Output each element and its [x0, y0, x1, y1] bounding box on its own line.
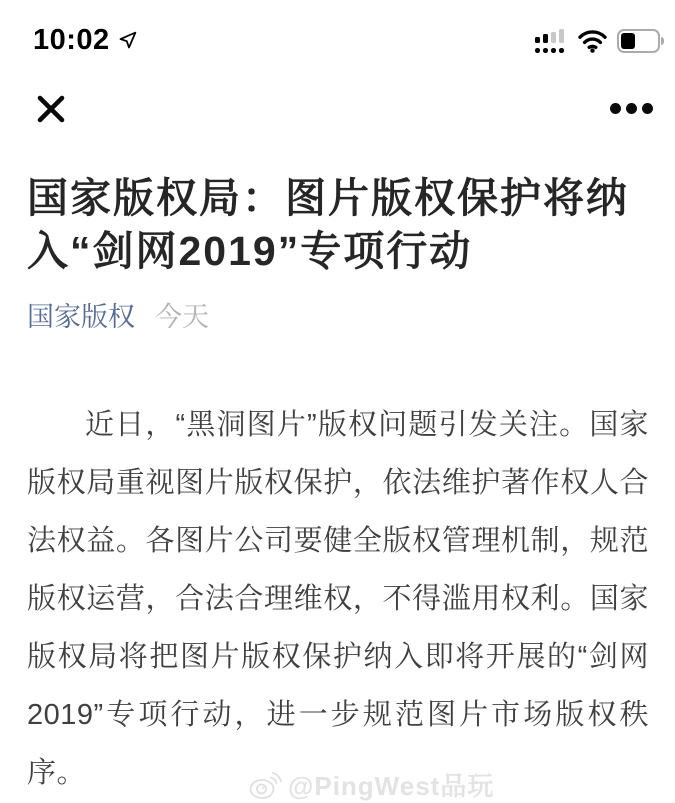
more-button[interactable] [610, 102, 653, 114]
article-date: 今天 [155, 302, 209, 332]
article-source-link[interactable]: 国家版权 [27, 302, 135, 332]
article-meta [27, 300, 209, 334]
weibo-icon [248, 769, 284, 801]
close-icon [31, 89, 73, 129]
close-button[interactable] [31, 88, 73, 130]
battery-icon [617, 29, 665, 53]
article-body: 近日，“黑洞图片”版权问题引发关注。国家版权局重视图片版权保护，依法维护著作权人合法权益。各图片公司要健全版权管理机制，规范版权运营，合法合理维权，不得滥用权利。国家版权局将把图片版权保护纳入即将开展的“剑网2019”专项行动，进一步规范图片市场版权秩序。 [27, 409, 649, 789]
wifi-icon [577, 30, 608, 53]
status-left [33, 24, 138, 57]
status-right [535, 29, 665, 53]
watermark [248, 766, 494, 803]
nav-bar [0, 85, 675, 140]
article-title: 国家版权局：图片版权保护将纳入“剑网2019”专项行动 [27, 175, 629, 274]
clock-time: 10:02 [33, 24, 110, 56]
location-arrow-icon [117, 30, 138, 51]
more-icon [610, 103, 653, 114]
cellular-signal-icon [535, 29, 568, 53]
watermark-text: @PingWest品玩 [288, 771, 495, 801]
status-bar [0, 0, 675, 70]
